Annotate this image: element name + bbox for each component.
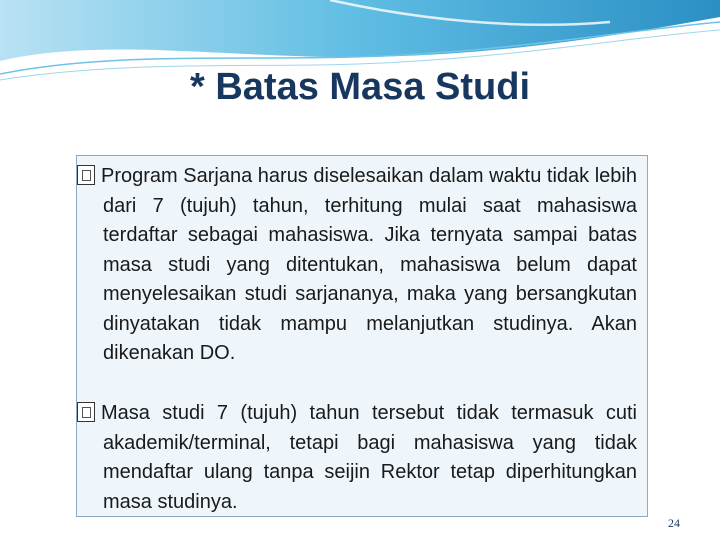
page-number: 24 [668, 516, 680, 530]
slide-title: * Batas Masa Studi [190, 66, 530, 108]
bullet-text: Masa studi 7 (tujuh) tahun tersebut tidak termasuk cuti akademik/terminal, tetapi bagi mahasiswa yang tidak mendaftar ulang tanpa seijin Rektor tetap diperhitungkan masa studinya. [101, 402, 637, 513]
bullet-item [77, 162, 637, 369]
bullet-text: Program Sarjana harus diselesaikan dalam waktu tidak lebih dari 7 (tujuh) tahun, terhitung mulai saat mahasiswa terdaftar sebagai mahasiswa. Jika ternyata sampai batas masa studi yang ditentukan, mahasiswa belum dapat menyelesaikan studi sarjananya, maka yang bersangkutan dinyatakan tidak mampu melanjutkan studinya. Akan dikenakan DO. [101, 165, 637, 364]
missing-glyph-icon [77, 165, 95, 185]
bullet-item [77, 399, 637, 517]
content-box [76, 155, 648, 517]
missing-glyph-icon [77, 402, 95, 422]
